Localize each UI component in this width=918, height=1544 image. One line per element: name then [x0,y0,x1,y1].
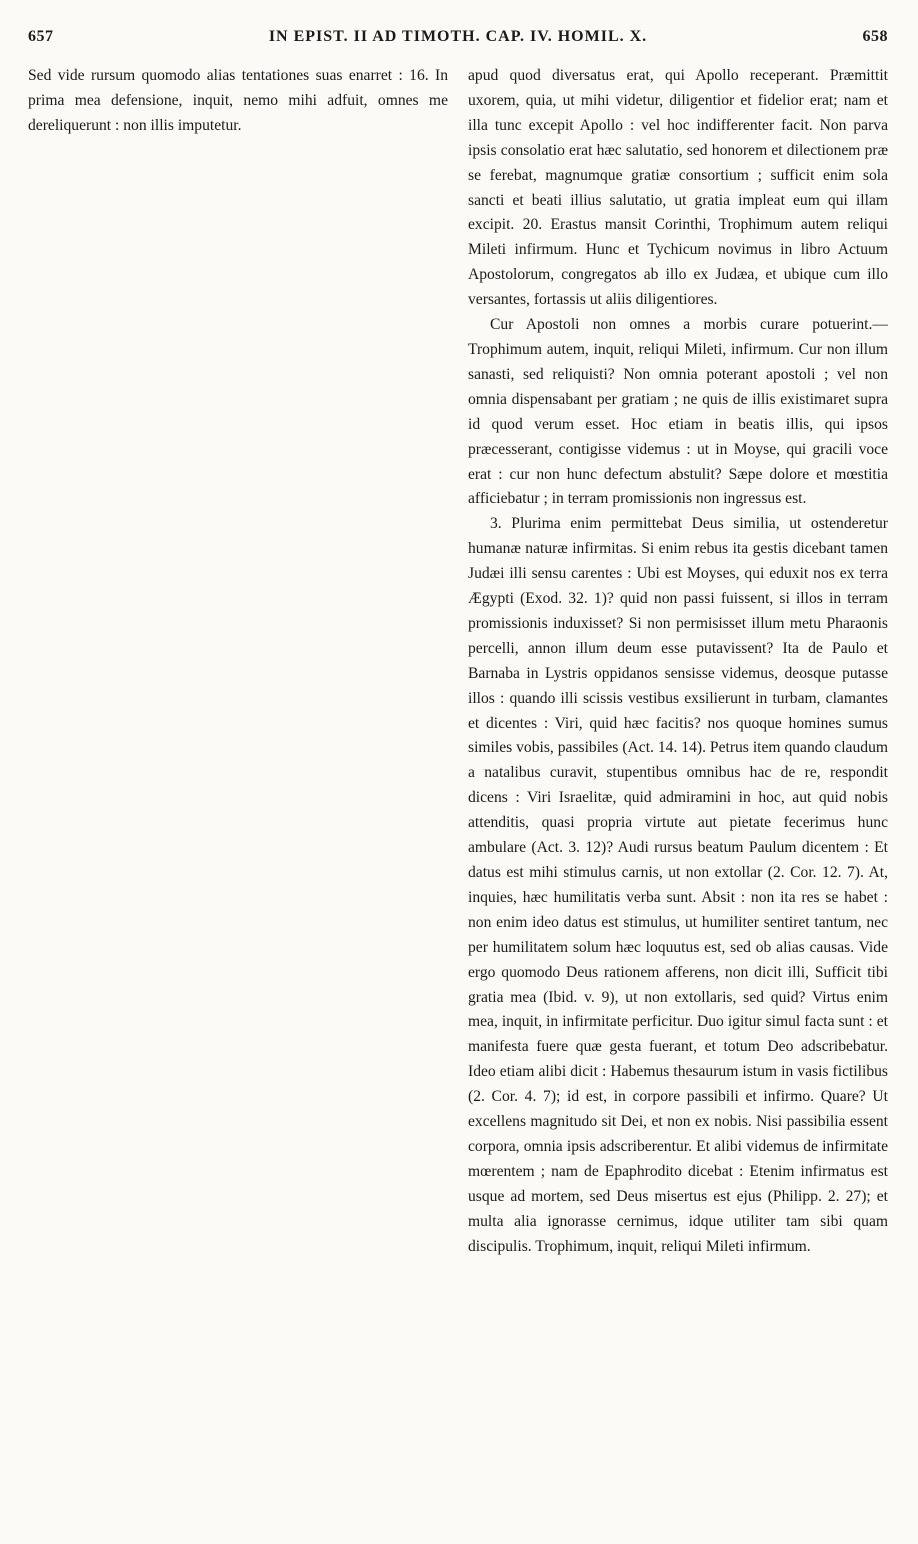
paragraph: Cur Apostoli non omnes a morbis curare potuerint.— Trophimum autem, inquit, reliqui Mileti, infirmum. Cur non illum sanasti, sed reliquisti? Non omnia poterant apostoli ; vel non omnia dispensabant per gratiam ; ne quis de illis existimaret supra id quod verum esset. Hoc etiam in beatis illis, qui ipsos præcesserant, contigisse videmus : ut in Moyse, qui gracili voce erat : cur non hunc defectum abstulit? Sæpe dolore et mœstitia afficiebatur ; in terram promissionis non ingressus est. [468,316,888,508]
running-title: IN EPIST. II AD TIMOTH. CAP. IV. HOMIL. X. [268,28,648,45]
text-columns [28,64,888,1544]
page-number-right: 658 [862,28,888,45]
page-number-left: 657 [28,28,54,45]
paragraph: apud quod diversatus erat, qui Apollo receperant. Præmittit uxorem, quia, ut mihi videtur, diligentior et fidelior erat; nam et illa tunc excepit Apollo : vel hoc indifferenter facit. Non parva ipsis consolatio erat hæc salutatio, sed honorem et dilectionem præ se ferebat, magnumque gratiæ consortium ; sufficit enim sola sancti et beati illius salutatio, ut gratia impleat eum qui illam excipit. 20. Erastus mansit Corinthi, Trophimum autem reliqui Mileti infirmum. Hunc et Tychicum novimus in libro Actuum Apostolorum, congregatos ab illo ex Judæa, et ubique cum illo versantes, fortassis ut aliis diligentiores. [468,67,888,309]
left-column [28,64,448,1544]
paragraph: 3. Plurima enim permittebat Deus similia, ut ostenderetur humanæ naturæ infirmitas. Si enim rebus ita gestis dicebant tamen Judæi illi sensu carentes : Ubi est Moyses, qui eduxit nos ex terra Ægypti (Exod. 32. 1)? quid non passi fuissent, si illos in terram promissionis induxisset? Si non permisisset illum metu Pharaonis percelli, annon illum deum esse putavissent? Ita de Paulo et Barnaba in Lystris oppidanos sensisse videmus, deosque putasse illos : quando illi scissis vestibus exsilierunt in turbam, clamantes et dicentes : Viri, quid hæc facitis? nos quoque homines sumus similes vobis, passibiles (Act. 14. 14). Petrus item quando claudum a natalibus curavit, stupentibus omnibus hac de re, respondit dicens : Viri Israelitæ, quid admiramini in hoc, aut quid nobis attenditis, quasi propria virtute aut pietate fecerimus hunc ambulare (Act. 3. 12)? Audi rursus beatum Paulum dicentem : Et datus est mihi stimulus carnis, ut non extollar (2. Cor. 12. 7). At, inquies, hæc humilitatis verba sunt. Absit : non ita res se habet : non enim ideo datus est stimulus, ut humiliter sentiret tantum, nec per humilitatem solum hæc loquutus est, sed ob alias causas. Vide ergo quomodo Deus rationem afferens, non dicit illi, Sufficit tibi gratia mea (Ibid. v. 9), ut non extollaris, sed quid? Virtus enim mea, inquit, in infirmitate perficitur. Duo igitur simul facta sunt : et manifesta fuere quæ gesta fuerant, et totum Deo adscribebatur. Ideo etiam alibi dicit : Habemus thesaurum istum in vasis fictilibus (2. Cor. 4. 7); id est, in corpore passibili et infirmo. Quare? Ut excellens magnitudo sit Dei, et non ex nobis. Nisi passibilia essent corpora, omnia ipsis adscriberentur. Et alibi videmus de infirmitate mœrentem ; nam de Epaphrodito dicebat : Etenim infirmatus est usque ad mortem, sed Deus misertus est ejus (Philipp. 2. 27); et multa alia ignorasse cernimus, idque utiliter tam sibi quam discipulis. Trophimum, inquit, reliqui Mileti infirmum. [468,515,888,1255]
paragraph: Sed vide rursum quomodo alias tentationes suas enarret : 16. In prima mea defensione, inquit, nemo mihi adfuit, omnes me dereliquerunt : non illis imputetur. [28,67,448,134]
running-header [28,28,888,58]
right-column [468,64,888,1544]
